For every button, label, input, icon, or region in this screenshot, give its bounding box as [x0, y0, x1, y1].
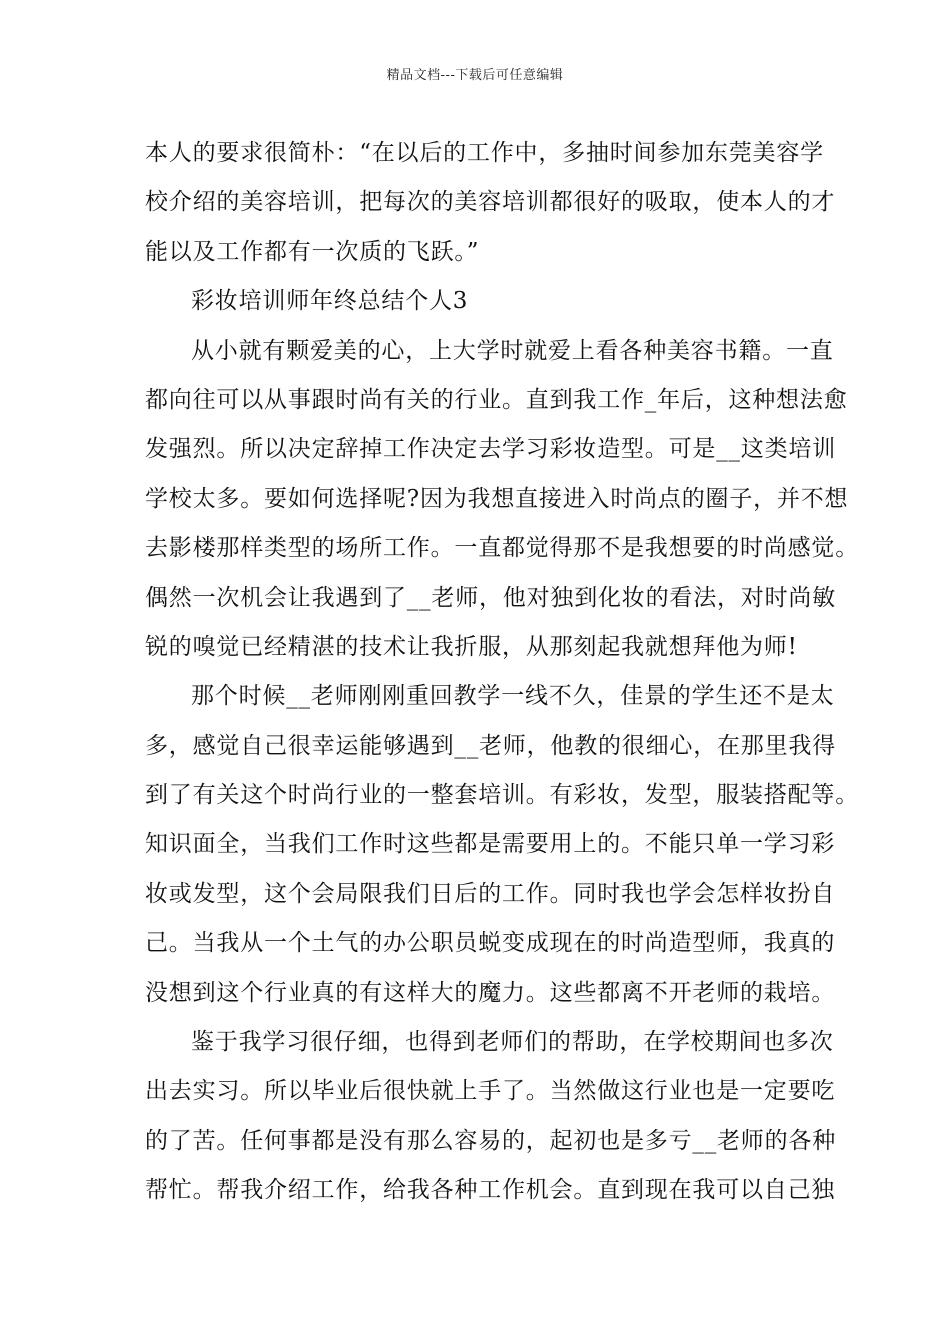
text-line: 的了苦。任何事都是没有那么容易的，起初也是多亏__老师的各种	[145, 1127, 836, 1154]
section-heading: 彩妆培训师年终总结个人3	[191, 288, 469, 315]
text-line: 偶然一次机会让我遇到了__老师，他对独到化妆的看法，对时尚敏	[145, 584, 836, 611]
page-header: 精品文档---下载后可任意编辑	[386, 68, 564, 83]
text-line: 能以及工作都有一次质的飞跃。”	[145, 238, 480, 265]
text-line: 没想到这个行业真的有这样大的魔力。这些都离不开老师的栽培。	[145, 979, 836, 1006]
text-line: 帮忙。帮我介绍工作，给我各种工作机会。直到现在我可以自己独	[145, 1177, 836, 1204]
text-line: 多，感觉自己很幸运能够遇到__老师，他教的很细心，在那里我得	[145, 732, 836, 759]
text-line: 从小就有颗爱美的心，上大学时就爱上看各种美容书籍。一直	[191, 337, 834, 364]
text-line: 学校太多。要如何选择呢?因为我想直接进入时尚点的圈子，并不想	[145, 485, 849, 512]
text-line: 发强烈。所以决定辞掉工作决定去学习彩妆造型。可是__这类培训	[145, 436, 836, 463]
text-line: 都向往可以从事跟时尚有关的行业。直到我工作_年后，这种想法愈	[145, 386, 848, 413]
text-line: 锐的嗅觉已经精湛的技术让我折服，从那刻起我就想拜他为师!	[145, 633, 798, 660]
document-body	[145, 129, 859, 1216]
text-line: 出去实习。所以毕业后很快就上手了。当然做这行业也是一定要吃	[145, 1078, 836, 1105]
text-line: 到了有关这个时尚行业的一整套培训。有彩妆，发型，服装搭配等。	[145, 782, 859, 809]
text-line: 鉴于我学习很仔细，也得到老师们的帮助，在学校期间也多次	[191, 1029, 834, 1056]
text-line: 己。当我从一个土气的办公职员蜕变成现在的时尚造型师，我真的	[145, 930, 836, 957]
text-line: 本人的要求很简朴：“在以后的工作中，多抽时间参加东莞美容学	[145, 140, 824, 166]
text-line: 知识面全，当我们工作时这些都是需要用上的。不能只单一学习彩	[145, 831, 836, 858]
text-line: 校介绍的美容培训，把每次的美容培训都很好的吸取，使本人的才	[145, 189, 836, 216]
text-line: 去影楼那样类型的场所工作。一直都觉得那不是我想要的时尚感觉。	[145, 535, 859, 562]
text-line: 那个时候__老师刚刚重回教学一线不久，佳景的学生还不是太	[191, 683, 835, 710]
text-line: 妆或发型，这个会局限我们日后的工作。同时我也学会怎样妆扮自	[145, 880, 836, 907]
